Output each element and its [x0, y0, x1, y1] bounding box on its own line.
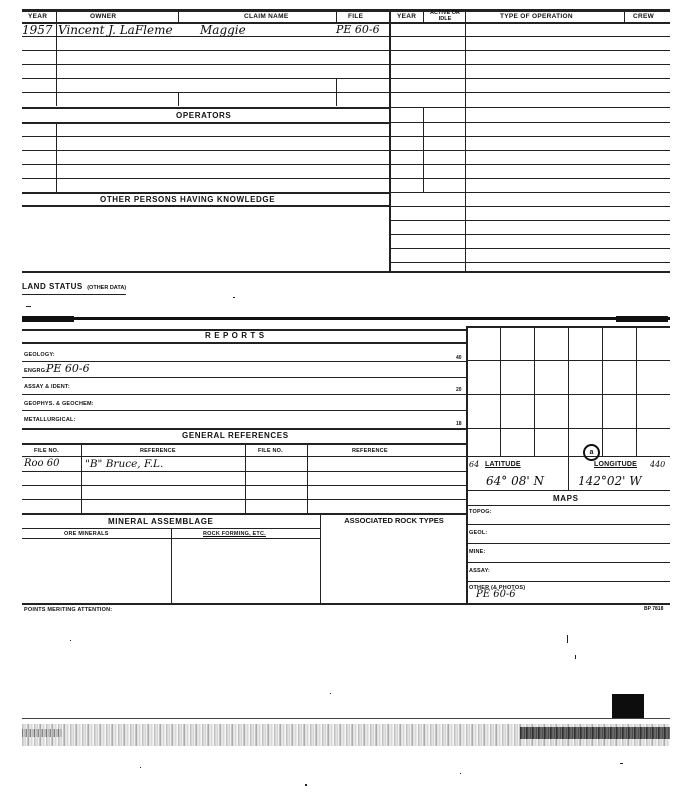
report-geology-label: GEOLOGY:	[24, 352, 55, 358]
land-status-subtitle: (OTHER DATA)	[87, 285, 127, 291]
maps-title: MAPS	[553, 494, 579, 503]
gr-header-file-no: FILE NO.	[34, 448, 59, 454]
other-persons-title: OTHER PERSONS HAVING KNOWLEDGE	[100, 195, 276, 204]
report-geology-num: 40	[456, 355, 462, 361]
map-assay-label: ASSAY:	[469, 568, 491, 574]
report-engrg-label: ENGRG:	[24, 368, 48, 374]
points-meriting-attention: POINTS MERITING ATTENTION:	[24, 607, 113, 613]
map-geol-label: GEOL:	[469, 530, 488, 536]
map-topog-label: TOPOG:	[469, 509, 492, 515]
header-file: FILE	[348, 13, 364, 20]
gr-row1-file-no: Roo 60	[24, 458, 60, 469]
row1-claim-name: Maggie	[200, 23, 246, 37]
latitude-value: 64° 08' N	[486, 474, 544, 488]
longitude-label: LONGITUDE	[594, 461, 638, 468]
report-metallurgical-label: METALLURGICAL:	[24, 417, 76, 423]
header-owner: OWNER	[90, 13, 117, 20]
lat-prefix: 64	[469, 460, 480, 469]
row1-year: 1957	[22, 23, 53, 37]
gr-header-reference: REFERENCE	[140, 448, 176, 454]
report-metallurgical-num: 18	[456, 421, 462, 427]
report-geophys-label: GEOPHYS. & GEOCHEM:	[24, 401, 94, 407]
mineral-assemblage-title: MINERAL ASSEMBLAGE	[108, 517, 214, 526]
map-other-value: PE 60-6	[476, 589, 516, 600]
header-type-of-operation: TYPE OF OPERATION	[500, 13, 573, 20]
circle-mark-text: a	[589, 449, 594, 456]
operators-title: OPERATORS	[176, 111, 232, 120]
map-other-label: OTHER (& PHOTOS)	[469, 585, 526, 591]
land-status-heading	[22, 276, 126, 295]
header-year-2: YEAR	[397, 13, 417, 20]
gr-header-file-no-2: FILE NO.	[258, 448, 283, 454]
header-active-or-idle: ACTIVE OR IDLE	[430, 10, 460, 22]
gr-row1-reference: "B" Bruce, F.L.	[85, 458, 164, 470]
general-references-title: GENERAL REFERENCES	[182, 431, 289, 440]
lon-suffix: 440	[650, 460, 666, 469]
row1-file: PE 60-6	[336, 23, 380, 36]
ore-minerals-header: ORE MINERALS	[64, 531, 109, 537]
land-status-title: LAND STATUS	[22, 282, 83, 291]
map-mine-label: MINE:	[469, 549, 486, 555]
gr-header-reference-2: REFERENCE	[352, 448, 388, 454]
rock-forming-header: ROCK FORMING, ETC.	[203, 531, 266, 537]
reports-title: R E P O R T S	[205, 331, 265, 340]
circle-mark	[583, 444, 600, 461]
header-year: YEAR	[28, 13, 48, 20]
form-code: BP 7818	[644, 606, 664, 612]
report-assay-label: ASSAY & IDENT:	[24, 384, 70, 390]
latitude-label: LATITUDE	[485, 461, 521, 468]
report-engrg-value: PE 60-6	[46, 362, 90, 375]
row1-owner: Vincent J. LaFleme	[58, 23, 173, 37]
header-crew: CREW	[633, 13, 655, 20]
header-claim-name: CLAIM NAME	[244, 13, 289, 20]
report-assay-num: 20	[456, 387, 462, 393]
longitude-value: 142°02' W	[578, 474, 642, 488]
associated-rock-types: ASSOCIATED ROCK TYPES	[344, 516, 444, 525]
